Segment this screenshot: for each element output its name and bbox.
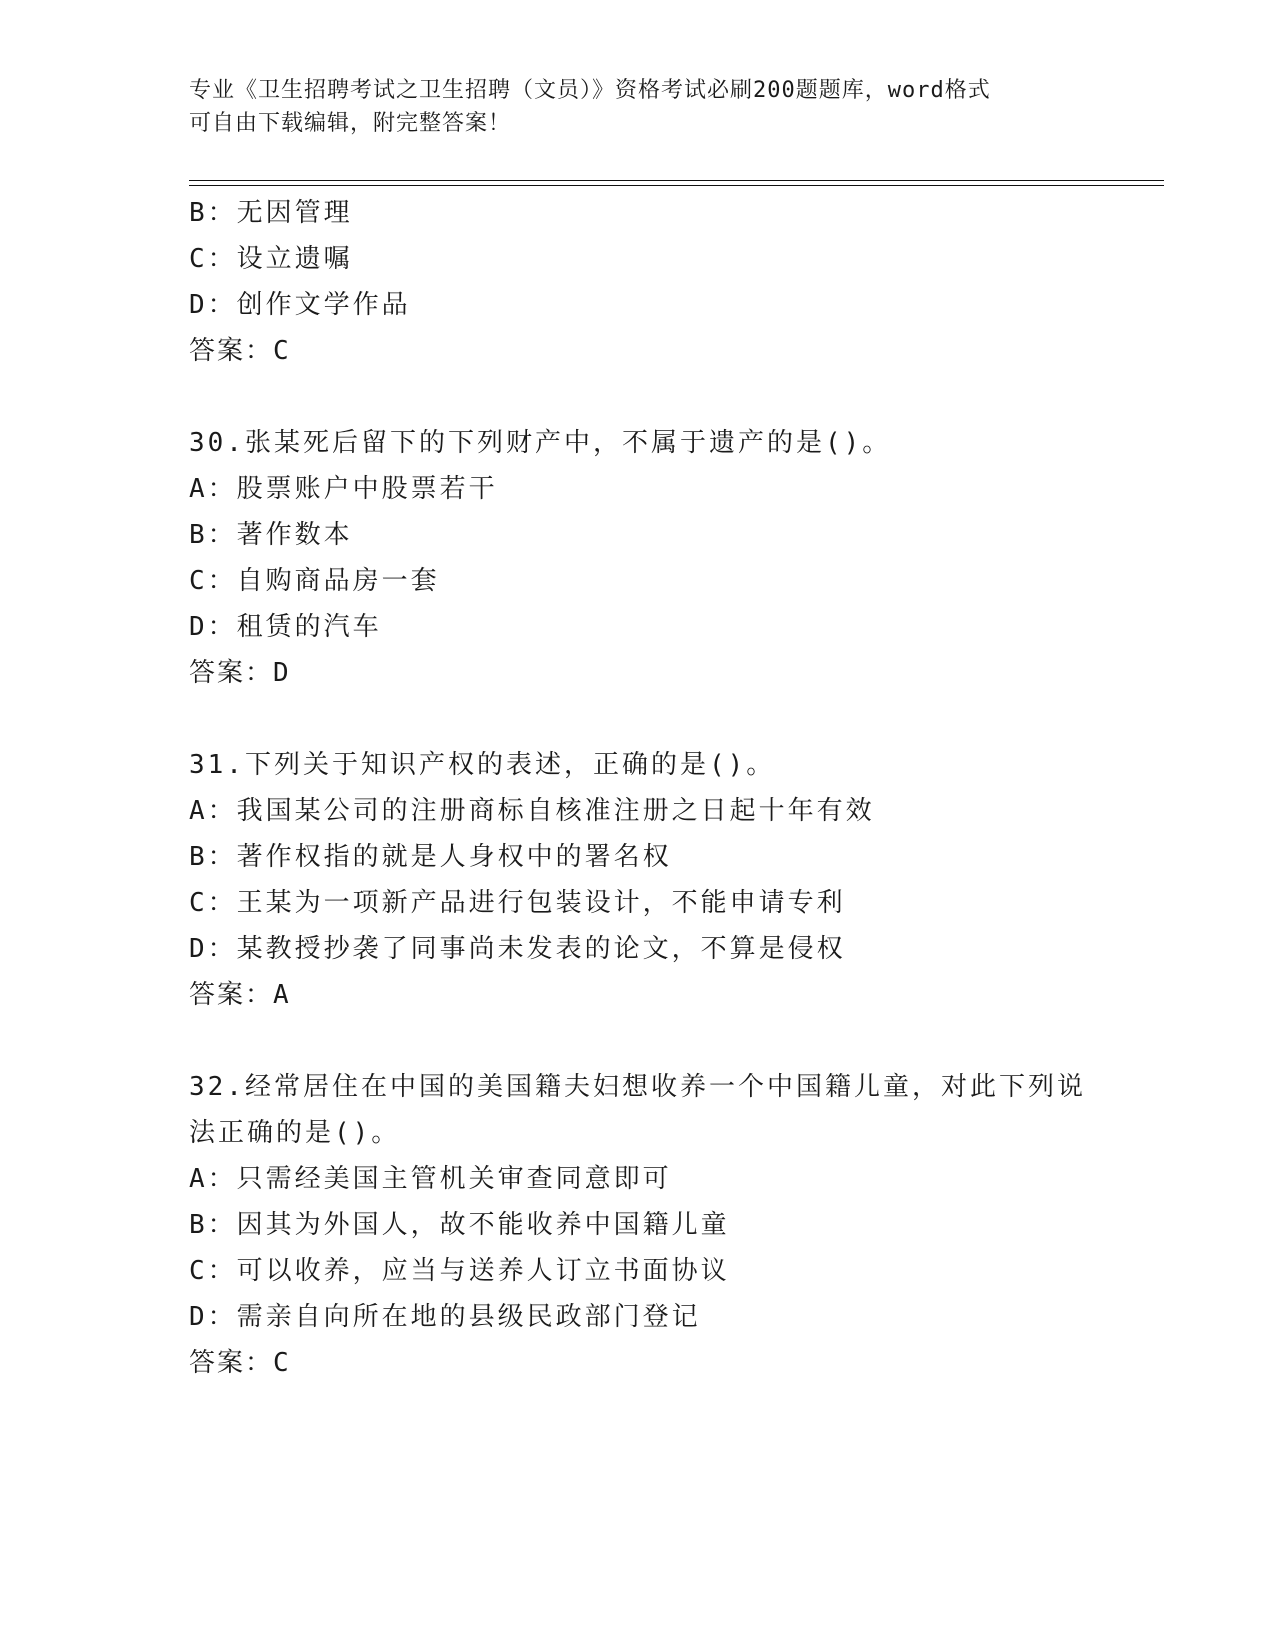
spacer [189, 374, 1089, 420]
option-a: A：我国某公司的注册商标自核准注册之日起十年有效 [189, 796, 875, 826]
header-rule-top [189, 180, 1164, 181]
option-d: D：租赁的汽车 [189, 612, 382, 642]
header-rule-bottom [189, 185, 1164, 186]
question-stem: 31.下列关于知识产权的表述，正确的是()。 [189, 750, 776, 780]
option-a: A：股票账户中股票若干 [189, 474, 498, 504]
option-d: D：某教授抄袭了同事尚未发表的论文，不算是侵权 [189, 934, 846, 964]
answer-line: 答案：A [189, 980, 291, 1010]
option-c: C：王某为一项新产品进行包装设计，不能申请专利 [189, 888, 846, 918]
option-d: D：需亲自向所在地的县级民政部门登记 [189, 1302, 701, 1332]
question-block [189, 1064, 1089, 1386]
question-block [189, 190, 1089, 374]
option-d: D：创作文学作品 [189, 290, 411, 320]
option-c: C：设立遗嘱 [189, 244, 353, 274]
option-c: C：自购商品房一套 [189, 566, 440, 596]
option-a: A：只需经美国主管机关审查同意即可 [189, 1164, 672, 1194]
spacer [189, 1018, 1089, 1064]
question-list [189, 190, 1089, 1386]
question-stem-line-1: 32.经常居住在中国的美国籍夫妇想收养一个中国籍儿童，对此下列说 [189, 1072, 1086, 1102]
document-header [189, 74, 1089, 140]
option-b: B：无因管理 [189, 198, 353, 228]
option-b: B：因其为外国人，故不能收养中国籍儿童 [189, 1210, 730, 1240]
question-block [189, 742, 1089, 1018]
header-line-1: 专业《卫生招聘考试之卫生招聘（文员）》资格考试必刷200题题库，word格式 [189, 78, 991, 103]
question-block [189, 420, 1089, 696]
option-c: C：可以收养，应当与送养人订立书面协议 [189, 1256, 730, 1286]
question-stem: 30.张某死后留下的下列财产中，不属于遗产的是()。 [189, 428, 892, 458]
option-b: B：著作数本 [189, 520, 353, 550]
answer-line: 答案：C [189, 1348, 291, 1378]
answer-line: 答案：D [189, 658, 291, 688]
header-line-2: 可自由下载编辑，附完整答案！ [189, 111, 512, 136]
question-stem-line-2: 法正确的是()。 [189, 1118, 401, 1148]
option-b: B：著作权指的就是人身权中的署名权 [189, 842, 672, 872]
answer-line: 答案：C [189, 336, 291, 366]
spacer [189, 696, 1089, 742]
